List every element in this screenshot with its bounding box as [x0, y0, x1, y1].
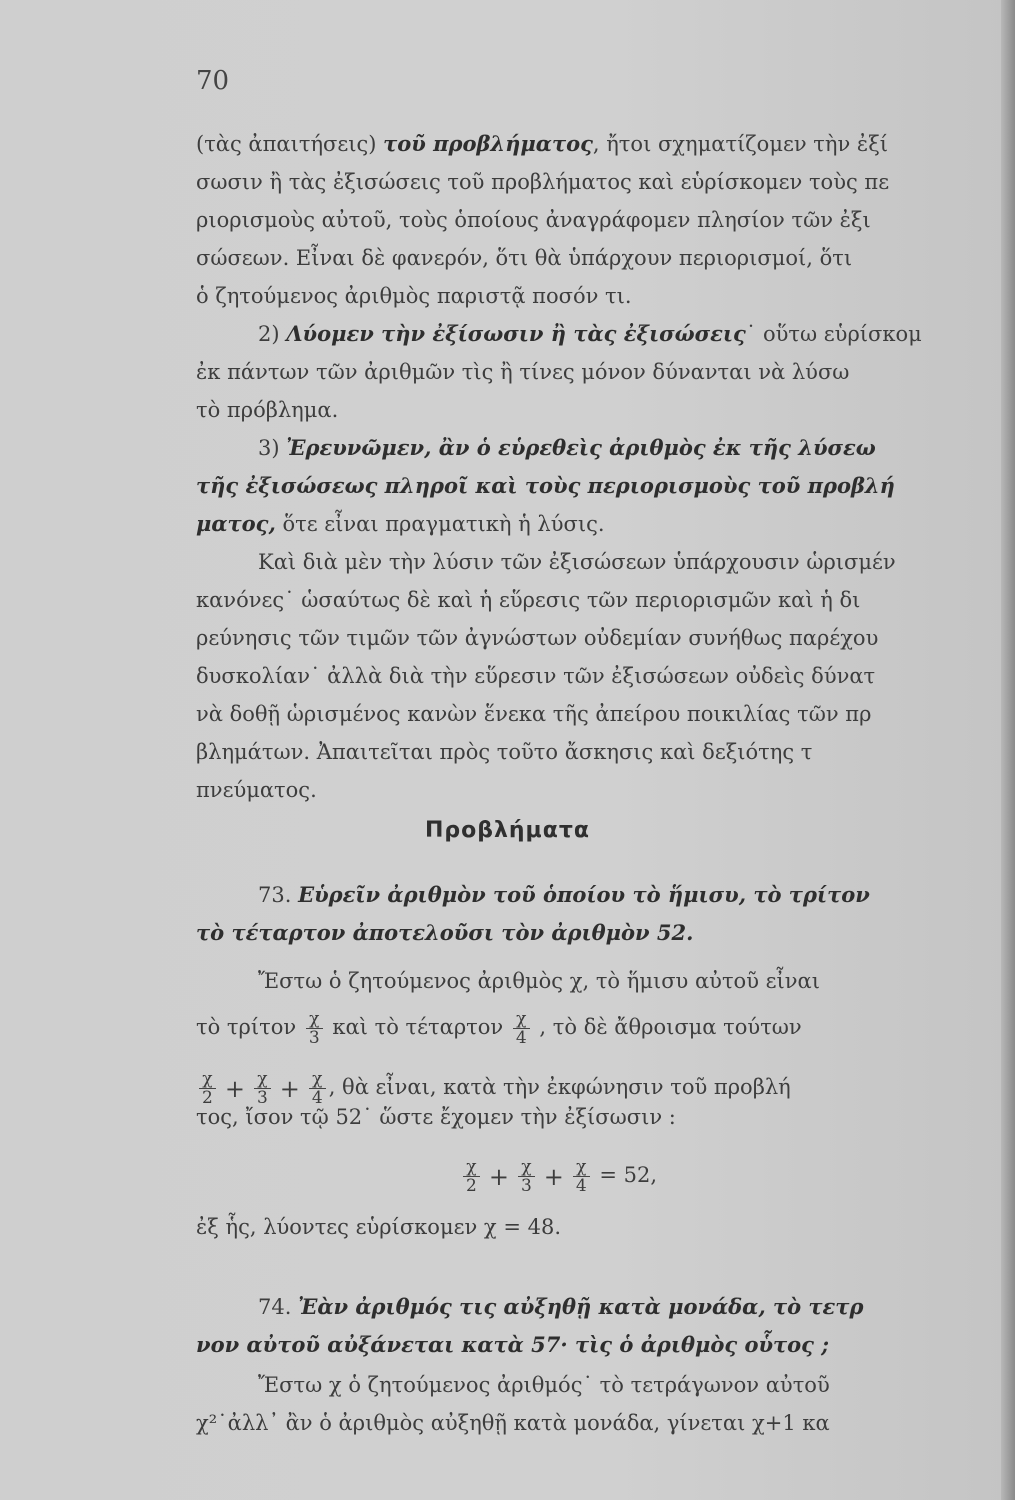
fraction: $\frac{\chi}{2}$ [199, 1070, 216, 1107]
text-line: Ἔστω ὁ ζητούμενος ἀριθμὸς χ, τὸ ἥμισυ αὐτοῦ εἶναι [258, 969, 820, 993]
text-line: 3) Ἐρευνῶμεν, ἂν ὁ εὑρεθεὶς ἀριθμὸς ἐκ τῆς λύσεω [258, 435, 876, 460]
text-line: κανόνες˙ ὡσαύτως δὲ καὶ ἡ εὕρεσις τῶν περιορισμῶν καὶ ἡ δι [196, 588, 861, 612]
text-line: τὸ πρόβλημα. [196, 398, 339, 422]
problem-74-title: 74. Ἐὰν ἀριθμός τις αὐξηθῇ κατὰ μονάδα, τὸ τετρ [258, 1294, 864, 1319]
text-line: ὁ ζητούμενος ἀριθμὸς παριστᾷ ποσόν τι. [196, 284, 632, 308]
fraction: $\frac{\chi}{2}$ [463, 1158, 480, 1195]
fraction: $\frac{\chi}{3}$ [518, 1158, 535, 1195]
page-edge [1001, 0, 1015, 1500]
text-line: τὸ τρίτον $\frac{\chi}{3}$ καὶ τὸ τέταρτον $\frac{\chi}{4}$ , τὸ δὲ ἄθροισμα τούτων [196, 1009, 802, 1048]
equation: $\frac{\chi}{2}$ + $\frac{\chi}{3}$ + $\frac{\chi}{4}$ = 52, [460, 1158, 657, 1195]
text-line: ἐκ πάντων τῶν ἀριθμῶν τὶς ἢ τίνες μόνον δύνανται νὰ λύσω [196, 360, 850, 384]
text-line: 2) Λύομεν τὴν ἐξίσωσιν ἢ τὰς ἐξισώσεις˙ οὕτω εὑρίσκομ [258, 321, 922, 346]
problem-73-title: τὸ τέταρτον ἀποτελοῦσι τὸν ἀριθμὸν 52. [196, 920, 694, 945]
problem-73-title: 73. Εὑρεῖν ἀριθμὸν τοῦ ὁποίου τὸ ἥμισυ, τὸ τρίτον [258, 882, 870, 907]
text-line: $\frac{\chi}{2}$ + $\frac{\chi}{3}$ + $\frac{\chi}{4}$ , θὰ εἶναι, κατὰ τὴν ἐκφώνησιν τοῦ προβλή [196, 1070, 791, 1107]
text-line: ριορισμοὺς αὐτοῦ, τοὺς ὁποίους ἀναγράφομεν πλησίον τῶν ἐξι [196, 208, 871, 232]
text-line: τος, ἴσον τῷ 52˙ ὥστε ἔχομεν τὴν ἐξίσωσιν : [196, 1105, 676, 1129]
text-line: ματος, ὅτε εἶναι πραγματικὴ ἡ λύσις. [196, 511, 605, 536]
text-line: Καὶ διὰ μὲν τὴν λύσιν τῶν ἐξισώσεων ὑπάρχουσιν ὡρισμέν [258, 550, 896, 574]
text-line: χ²˙ἀλλ᾽ ἂν ὁ ἀριθμὸς αὐξηθῇ κατὰ μονάδα, γίνεται χ+1 κα [196, 1411, 830, 1435]
fraction: $\frac{\chi}{4}$ [513, 1010, 530, 1047]
text-line: σωσιν ἢ τὰς ἐξισώσεις τοῦ προβλήματος καὶ εὑρίσκομεν τοὺς πε [196, 170, 890, 194]
text-line: Ἔστω χ ὁ ζητούμενος ἀριθμός˙ τὸ τετράγωνον αὐτοῦ [258, 1373, 830, 1397]
fraction: $\frac{\chi}{3}$ [254, 1070, 271, 1107]
page-number: 70 [196, 66, 230, 96]
text-line: τῆς ἐξισώσεως πληροῖ καὶ τοὺς περιορισμοὺς τοῦ προβλή [196, 473, 895, 498]
text-line: δυσκολίαν˙ ἀλλὰ διὰ τὴν εὕρεσιν τῶν ἐξισώσεων οὐδεὶς δύνατ [196, 664, 876, 688]
text-line: ἐξ ἧς, λύοντες εὑρίσκομεν χ = 48. [196, 1215, 561, 1239]
text-line: βλημάτων. Ἀπαιτεῖται πρὸς τοῦτο ἄσκησις καὶ δεξιότης τ [196, 740, 813, 764]
text-line: νὰ δοθῇ ὡρισμένος κανὼν ἕνεκα τῆς ἀπείρου ποικιλίας τῶν πρ [196, 702, 872, 726]
fraction: $\frac{\chi}{3}$ [306, 1010, 323, 1047]
text-line: πνεύματος. [196, 778, 317, 802]
section-heading: Προβλήματα [424, 818, 591, 843]
problem-74-title: νον αὐτοῦ αὐξάνεται κατὰ 57· τὶς ὁ ἀριθμὸς οὗτος ; [196, 1332, 830, 1357]
fraction: $\frac{\chi}{4}$ [309, 1070, 326, 1107]
text-line: (τὰς ἀπαιτήσεις) τοῦ προβλήματος, ἤτοι σχηματίζομεν τὴν ἐξί [196, 131, 889, 156]
text-line: ρεύνησις τῶν τιμῶν τῶν ἀγνώστων οὐδεμίαν συνήθως παρέχου [196, 626, 879, 650]
fraction: $\frac{\chi}{4}$ [573, 1158, 590, 1195]
text-line: σώσεων. Εἶναι δὲ φανερόν, ὅτι θὰ ὑπάρχουν περιορισμοί, ὅτι [196, 246, 853, 270]
